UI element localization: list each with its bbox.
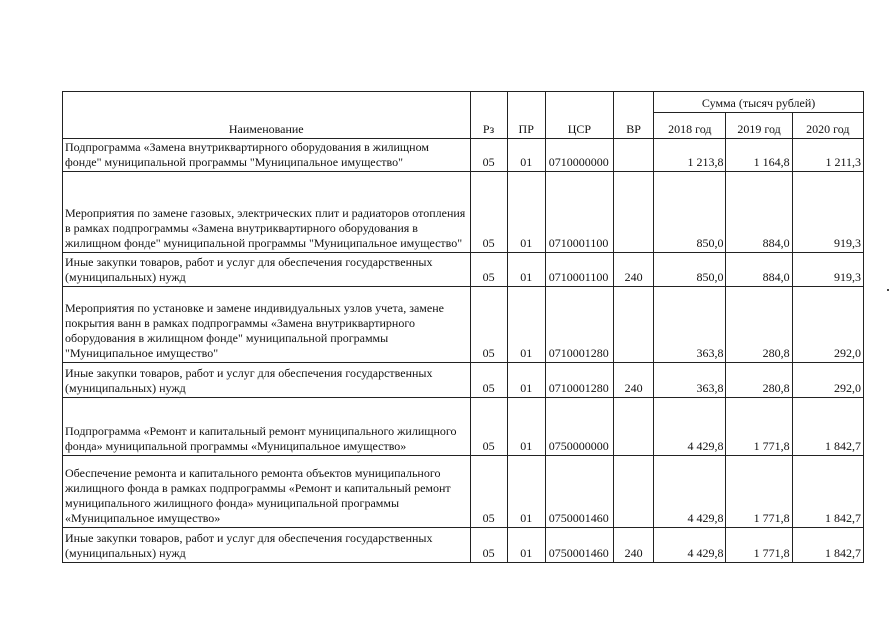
row-name: Иные закупки товаров, работ и услуг для обеспечения государственных (муниципальных) нужд bbox=[63, 528, 471, 563]
row-pr: 01 bbox=[507, 172, 545, 253]
row-sum-2019: 884,0 bbox=[726, 172, 792, 253]
row-vr bbox=[614, 172, 654, 253]
row-pr: 01 bbox=[507, 363, 545, 398]
header-sum-group: Сумма (тысяч рублей) bbox=[654, 92, 864, 113]
row-csr: 0750001460 bbox=[545, 528, 613, 563]
table-row bbox=[63, 139, 864, 172]
row-sum-2018: 363,8 bbox=[654, 287, 726, 363]
row-sum-2019: 1 771,8 bbox=[726, 398, 792, 456]
row-rz: 05 bbox=[470, 139, 507, 172]
row-sum-2019: 1 771,8 bbox=[726, 456, 792, 528]
row-sum-2019: 1 771,8 bbox=[726, 528, 792, 563]
header-2018: 2018 год bbox=[654, 113, 726, 139]
header-rz: Рз bbox=[470, 92, 507, 139]
row-sum-2020: 919,3 bbox=[792, 253, 863, 287]
row-sum-2018: 850,0 bbox=[654, 172, 726, 253]
row-sum-2020: 919,3 bbox=[792, 172, 863, 253]
row-rz: 05 bbox=[470, 398, 507, 456]
row-name: Обеспечение ремонта и капитального ремонта объектов муниципального жилищного фонда в рамках подпрограммы «Ремонт и капитальный ремонт муниципального жилищного фонда» муниципальной программы «Муниципальное имущество» bbox=[63, 456, 471, 528]
row-csr: 0710001100 bbox=[545, 172, 613, 253]
row-name: Иные закупки товаров, работ и услуг для обеспечения государственных (муниципальных) нужд bbox=[63, 253, 471, 287]
scan-speck bbox=[887, 289, 889, 291]
row-pr: 01 bbox=[507, 253, 545, 287]
header-vr: ВР bbox=[614, 92, 654, 139]
row-rz: 05 bbox=[470, 253, 507, 287]
header-pr: ПР bbox=[507, 92, 545, 139]
row-name: Подпрограмма «Замена внутриквартирного оборудования в жилищном фонде" муниципальной программы "Муниципальное имущество" bbox=[63, 139, 471, 172]
row-sum-2020: 1 211,3 bbox=[792, 139, 863, 172]
row-sum-2020: 292,0 bbox=[792, 287, 863, 363]
row-sum-2020: 1 842,7 bbox=[792, 398, 863, 456]
row-vr bbox=[614, 139, 654, 172]
row-name: Подпрограмма «Ремонт и капитальный ремонт муниципального жилищного фонда» муниципальной программы «Муниципальное имущество» bbox=[63, 398, 471, 456]
row-vr bbox=[614, 398, 654, 456]
budget-table bbox=[62, 91, 864, 563]
row-vr: 240 bbox=[614, 253, 654, 287]
row-sum-2019: 1 164,8 bbox=[726, 139, 792, 172]
table-row bbox=[63, 172, 864, 253]
row-pr: 01 bbox=[507, 398, 545, 456]
header-2019: 2019 год bbox=[726, 113, 792, 139]
row-sum-2020: 1 842,7 bbox=[792, 456, 863, 528]
row-sum-2018: 4 429,8 bbox=[654, 398, 726, 456]
row-rz: 05 bbox=[470, 287, 507, 363]
row-csr: 0750000000 bbox=[545, 398, 613, 456]
row-rz: 05 bbox=[470, 363, 507, 398]
table-row bbox=[63, 363, 864, 398]
row-vr bbox=[614, 456, 654, 528]
table-row bbox=[63, 253, 864, 287]
table-row bbox=[63, 287, 864, 363]
row-sum-2018: 4 429,8 bbox=[654, 456, 726, 528]
table-row bbox=[63, 456, 864, 528]
row-sum-2020: 1 842,7 bbox=[792, 528, 863, 563]
row-csr: 0710000000 bbox=[545, 139, 613, 172]
row-sum-2018: 4 429,8 bbox=[654, 528, 726, 563]
table-row bbox=[63, 528, 864, 563]
row-csr: 0710001280 bbox=[545, 363, 613, 398]
row-sum-2018: 850,0 bbox=[654, 253, 726, 287]
row-sum-2020: 292,0 bbox=[792, 363, 863, 398]
row-rz: 05 bbox=[470, 172, 507, 253]
row-name: Мероприятия по замене газовых, электрических плит и радиаторов отопления в рамках подпрограммы «Замена внутриквартирного оборудования в жилищном фонде" муниципальной программы "Муниципальное имущество" bbox=[63, 172, 471, 253]
row-sum-2019: 884,0 bbox=[726, 253, 792, 287]
row-pr: 01 bbox=[507, 287, 545, 363]
row-csr: 0710001280 bbox=[545, 287, 613, 363]
row-rz: 05 bbox=[470, 528, 507, 563]
row-pr: 01 bbox=[507, 139, 545, 172]
row-name: Мероприятия по установке и замене индивидуальных узлов учета, замене покрытия ванн в рамках подпрограммы «Замена внутриквартирного оборудования в жилищном фонде" муниципальной программы "Муниципальное имущество" bbox=[63, 287, 471, 363]
row-sum-2019: 280,8 bbox=[726, 363, 792, 398]
row-csr: 0750001460 bbox=[545, 456, 613, 528]
row-sum-2019: 280,8 bbox=[726, 287, 792, 363]
header-csr: ЦСР bbox=[545, 92, 613, 139]
row-csr: 0710001100 bbox=[545, 253, 613, 287]
row-rz: 05 bbox=[470, 456, 507, 528]
row-vr: 240 bbox=[614, 528, 654, 563]
table-row bbox=[63, 398, 864, 456]
row-vr bbox=[614, 287, 654, 363]
header-name: Наименование bbox=[63, 92, 471, 139]
row-name: Иные закупки товаров, работ и услуг для обеспечения государственных (муниципальных) нужд bbox=[63, 363, 471, 398]
row-pr: 01 bbox=[507, 456, 545, 528]
row-sum-2018: 363,8 bbox=[654, 363, 726, 398]
row-sum-2018: 1 213,8 bbox=[654, 139, 726, 172]
row-pr: 01 bbox=[507, 528, 545, 563]
header-2020: 2020 год bbox=[792, 113, 863, 139]
row-vr: 240 bbox=[614, 363, 654, 398]
